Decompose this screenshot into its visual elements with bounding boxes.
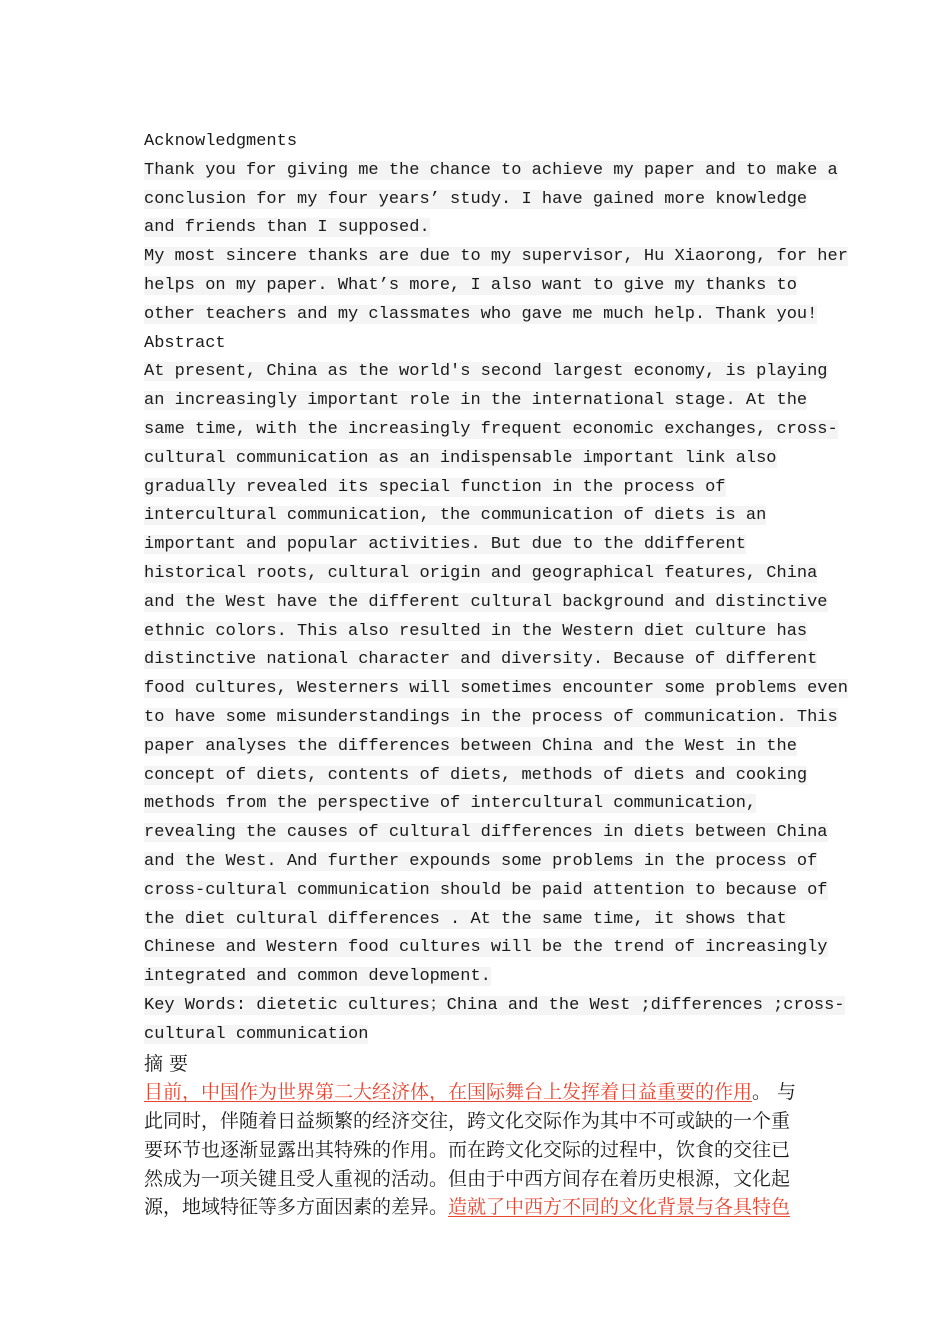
abstract-line: and the West have the different cultural background and distinctive	[144, 592, 828, 612]
abstract-line: Chinese and Western food cultures will be the trend of increasingly	[144, 938, 828, 958]
abstract-line: revealing the causes of cultural differences in diets between China	[144, 823, 828, 843]
abstract-line: concept of diets, contents of diets, methods of diets and cooking	[144, 765, 808, 785]
abstract-line: gradually revealed its special function in the process of	[144, 477, 726, 497]
acknowledgments-line: conclusion for my four years’ study. I have gained more knowledge	[144, 189, 808, 209]
acknowledgments-line: other teachers and my classmates who gave me much help. Thank you!	[144, 304, 818, 324]
abstract-line: At present, China as the world's second largest economy, is playing	[144, 362, 828, 382]
keywords-line: cultural communication	[144, 1024, 369, 1044]
abstract-line: distinctive national character and diversity. Because of different	[144, 650, 818, 670]
abstract-line: methods from the perspective of intercultural communication,	[144, 794, 757, 814]
abstract-line: an increasingly important role in the international stage. At the	[144, 391, 808, 411]
chinese-abstract-line: 源，地域特征等多方面因素的差异。造就了中西方不同的文化背景与各具特色	[144, 1196, 791, 1219]
chinese-abstract-line: 此同时，伴随着日益频繁的经济交往，跨文化交际作为其中不可或缺的一个重	[144, 1110, 791, 1133]
chinese-abstract-line: 然成为一项关键且受人重视的活动。但由于中西方间存在着历史根源，文化起	[144, 1167, 791, 1190]
keywords-line: Key Words: dietetic cultures；China and the West ;differences ;cross-	[144, 995, 845, 1015]
chinese-abstract-line: 目前，中国作为世界第二大经济体，在国际舞台上发挥着日益重要的作用。 与	[144, 1081, 797, 1104]
acknowledgments-line: and friends than I supposed.	[144, 218, 430, 238]
document-body	[144, 128, 848, 1222]
abstract-line: integrated and common development.	[144, 967, 491, 987]
abstract-line: and the West. And further expounds some problems in the process of	[144, 851, 818, 871]
chinese-abstract-heading: 摘 要	[144, 1052, 189, 1075]
highlighted-phrase: 造就了中西方不同的文化背景与各具特色	[448, 1196, 791, 1219]
abstract-line: historical roots, cultural origin and geographical features, China	[144, 563, 818, 583]
abstract-line: ethnic colors. This also resulted in the Western diet culture has	[144, 621, 808, 641]
abstract-line: same time, with the increasingly frequent economic exchanges, cross-	[144, 419, 838, 439]
highlighted-phrase: 目前，中国作为世界第二大经济体，在国际舞台上发挥着日益重要的作用	[144, 1081, 753, 1104]
acknowledgments-line: helps on my paper. What’s more, I also want to give my thanks to	[144, 275, 797, 295]
acknowledgments-line: My most sincere thanks are due to my supervisor, Hu Xiaorong, for her	[144, 247, 848, 267]
abstract-line: paper analyses the differences between China and the West in the	[144, 736, 797, 756]
abstract-line: cultural communication as an indispensable important link also	[144, 448, 777, 468]
abstract-line: important and popular activities. But due to the ddifferent	[144, 535, 746, 555]
chinese-abstract-line: 要环节也逐渐显露出其特殊的作用。而在跨文化交际的过程中，饮食的交往已	[144, 1138, 791, 1161]
abstract-line: food cultures, Westerners will sometimes encounter some problems even	[144, 679, 848, 699]
abstract-line: cross-cultural communication should be paid attention to because of	[144, 880, 828, 900]
abstract-line: the diet cultural differences . At the same time, it shows that	[144, 909, 787, 929]
abstract-heading: Abstract	[144, 333, 226, 353]
abstract-line: to have some misunderstandings in the process of communication. This	[144, 707, 838, 727]
acknowledgments-heading: Acknowledgments	[144, 132, 298, 151]
acknowledgments-line: Thank you for giving me the chance to achieve my paper and to make a	[144, 160, 838, 180]
abstract-line: intercultural communication, the communication of diets is an	[144, 506, 767, 526]
